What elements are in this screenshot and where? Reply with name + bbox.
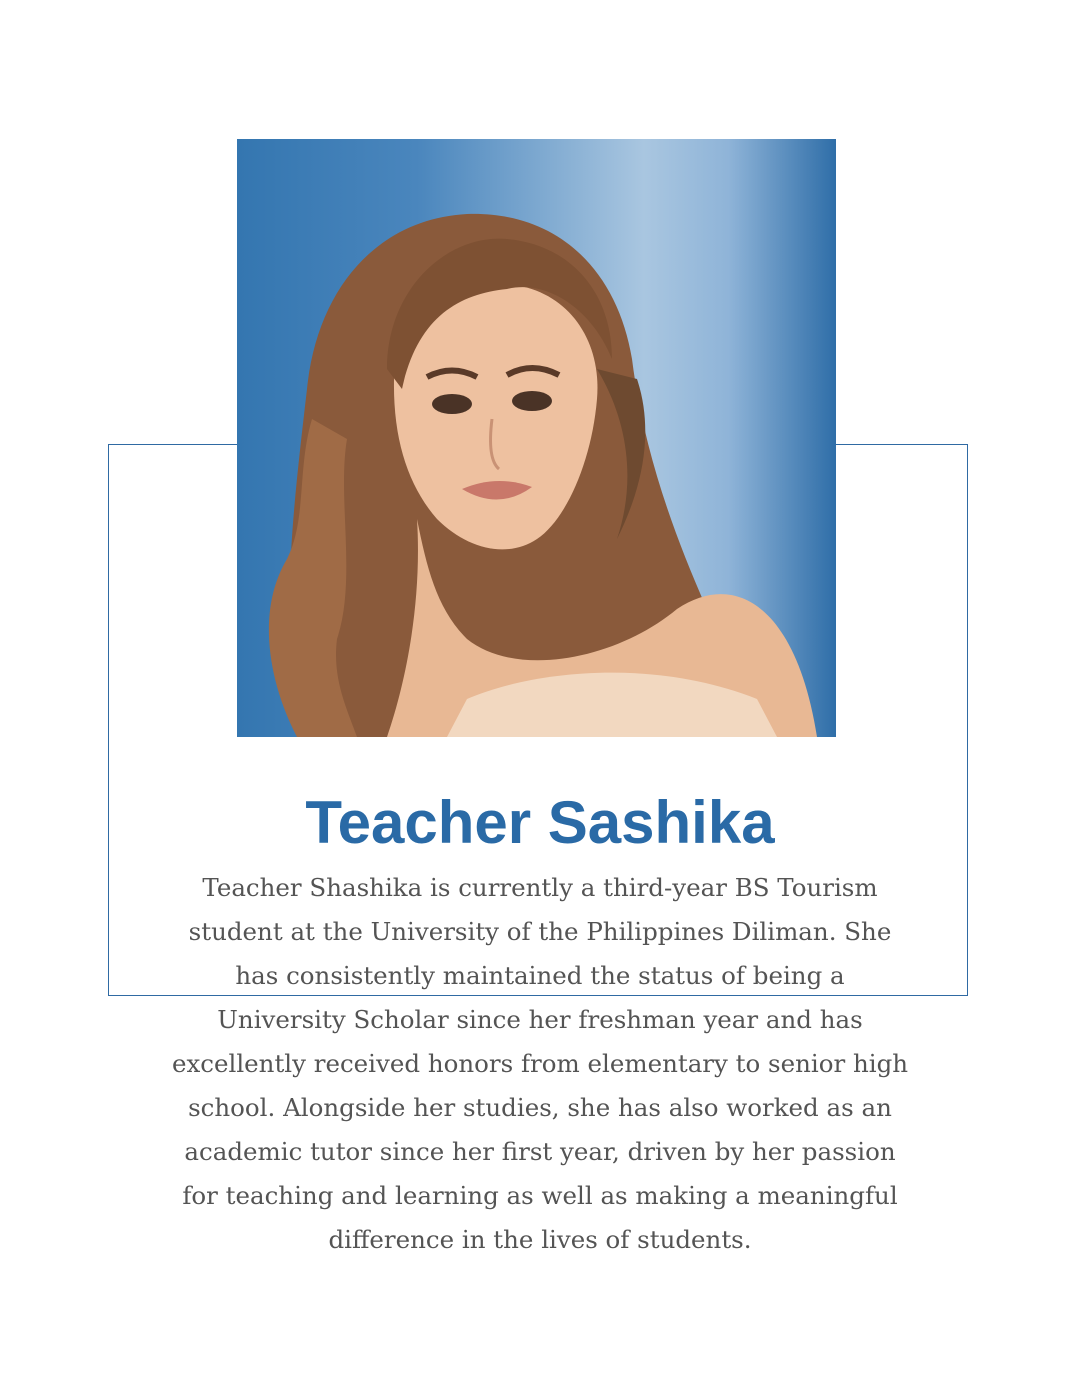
profile-photo bbox=[237, 139, 836, 737]
portrait-illustration bbox=[237, 139, 836, 737]
teacher-bio-paragraph: Teacher Shashika is currently a third-year BS Tourism student at the University of the Philippines Diliman. She has consistently maintained the status of being a University Scholar since her freshman year and has excellently received honors from elementary to senior high school. Alongside her studies, she has also worked as an academic tutor since her first year, driven by her passion for teaching and learning as well as making a meaningful difference in the lives of students. bbox=[171, 873, 909, 1254]
teacher-name-heading: Teacher Sashika bbox=[305, 789, 775, 856]
